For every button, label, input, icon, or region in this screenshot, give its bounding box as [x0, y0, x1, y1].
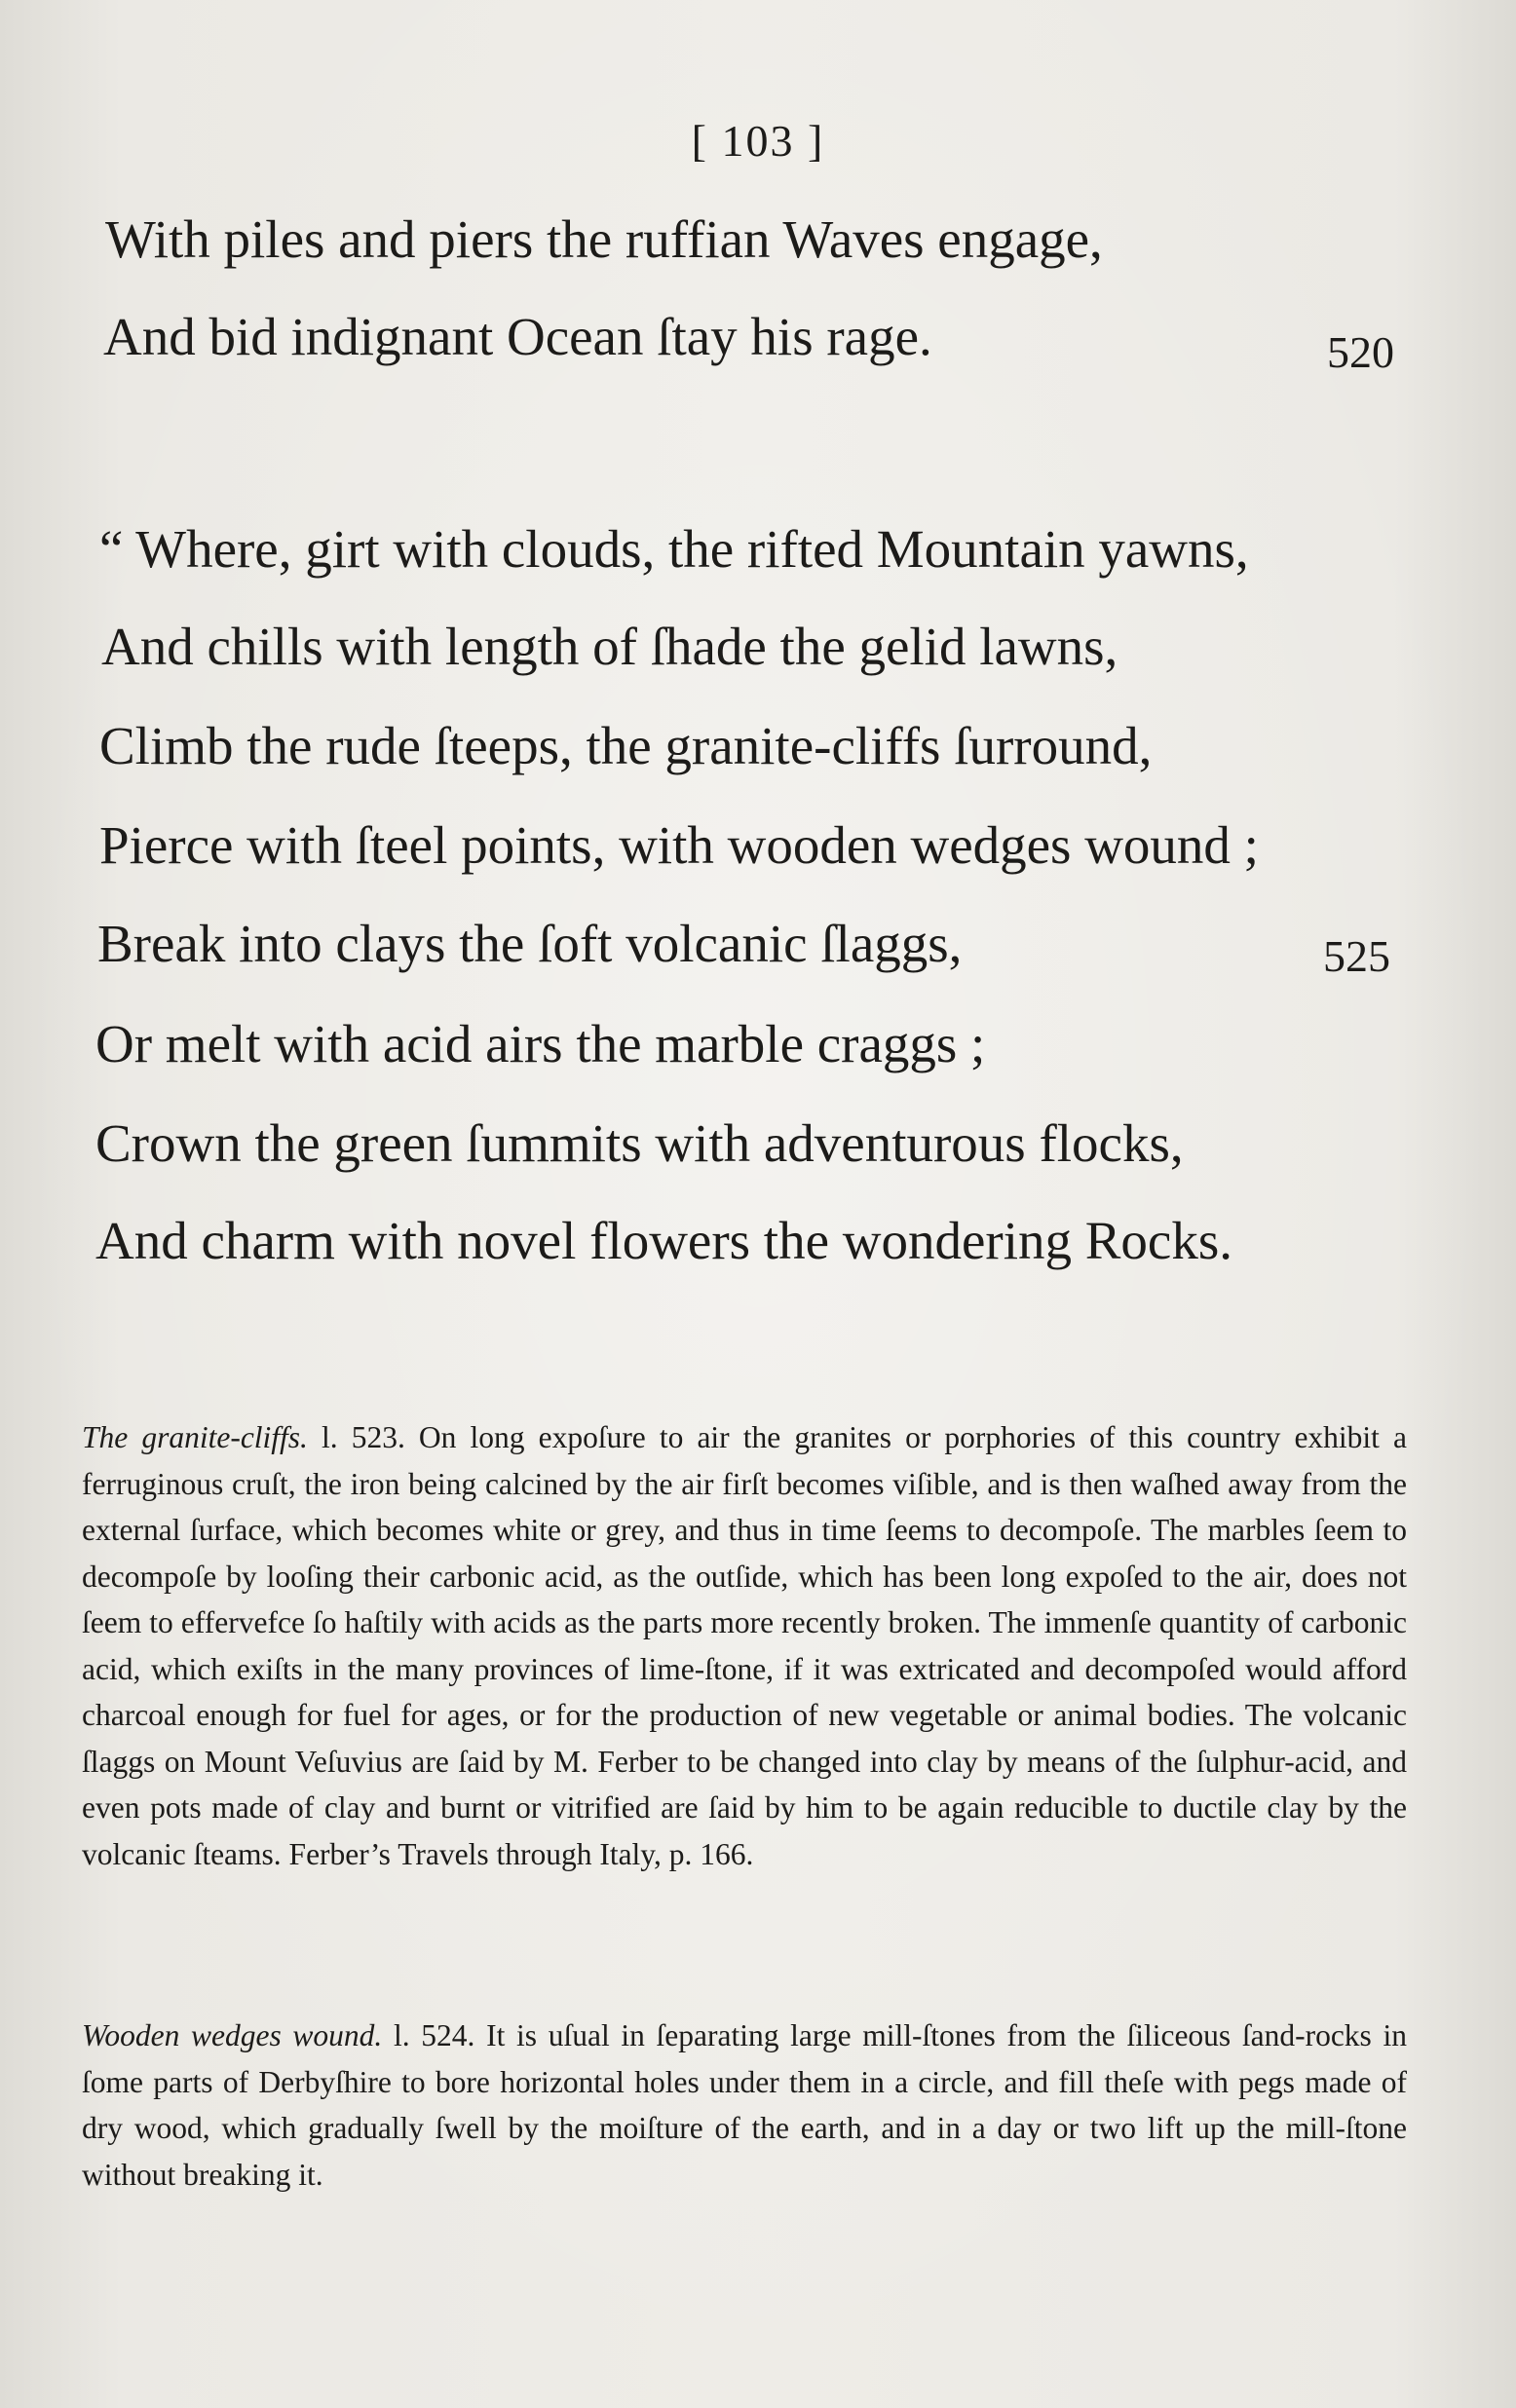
- verse-line: Pierce with ſteel points, with wooden wedges wound ;: [99, 815, 1259, 875]
- footnote-granite-cliffs: [82, 1414, 1407, 1877]
- verse-line: And chills with length of ſhade the gelid lawns,: [101, 617, 1118, 676]
- verse-line: And bid indignant Ocean ſtay his rage.: [103, 307, 932, 366]
- page-number: [ 103 ]: [691, 116, 825, 166]
- verse-line: And charm with novel flowers the wondering Rocks.: [95, 1211, 1232, 1270]
- footnote-text: l. 524. It is uſual in ſeparating large mill-ſtones from the ſiliceous ſand-rocks in ſome parts of Derbyſhire to bore horizontal holes under them in a circle, and fill theſe with pegs made of dry wood, which gradually ſwell by the moiſture of the earth, and in a day or two lift up the mill-ſtone without breaking it.: [82, 2018, 1407, 2192]
- verse-line: “ Where, girt with clouds, the rifted Mountain yawns,: [99, 519, 1249, 579]
- footnote-text: l. 523. On long expoſure to air the granites or porphories of this country exhibit a ferruginous cruſt, the iron being calcined by the air firſt becomes viſible, and is then waſhed away from the external ſurface, which becomes white or grey, and thus in time ſeems to decompoſe. The marbles ſeem to decompoſe by looſing their carbonic acid, as the outſide, which has been long expoſed to the air, does not ſeem to effervefce ſo haſtily with acids as the parts more recently broken. The immenſe quantity of carbonic acid, which exiſts in the many provinces of lime-ſtone, if it was extricated and decompoſed would afford charcoal enough for fuel for ages, or for the production of new vegetable or animal bodies. The volcanic ſlaggs on Mount Veſuvius are ſaid by M. Ferber to be changed into clay by means of the ſulphur-acid, and even pots made of clay and burnt or vitrified are ſaid by him to be again reducible to ductile clay by the volcanic ſteams. Ferber’s Travels through Italy, p. 166.: [82, 1420, 1407, 1871]
- verse-line: Or melt with acid airs the marble craggs ;: [95, 1014, 986, 1073]
- line-number: 525: [1323, 931, 1390, 981]
- footnote-label: Wooden wedges wound.: [82, 2018, 383, 2052]
- verse-line: Crown the green ſummits with adventurous flocks,: [95, 1113, 1184, 1173]
- footnote-label: The granite-cliffs.: [82, 1420, 308, 1454]
- footnote-wooden-wedges: [82, 2013, 1407, 2198]
- line-number: 520: [1327, 327, 1394, 377]
- verse-line: With piles and piers the ruffian Waves engage,: [105, 209, 1103, 269]
- verse-line: Break into clays the ſoft volcanic ſlaggs,: [97, 914, 963, 973]
- verse-line: Climb the rude ſteeps, the granite-cliffs ſurround,: [99, 716, 1153, 775]
